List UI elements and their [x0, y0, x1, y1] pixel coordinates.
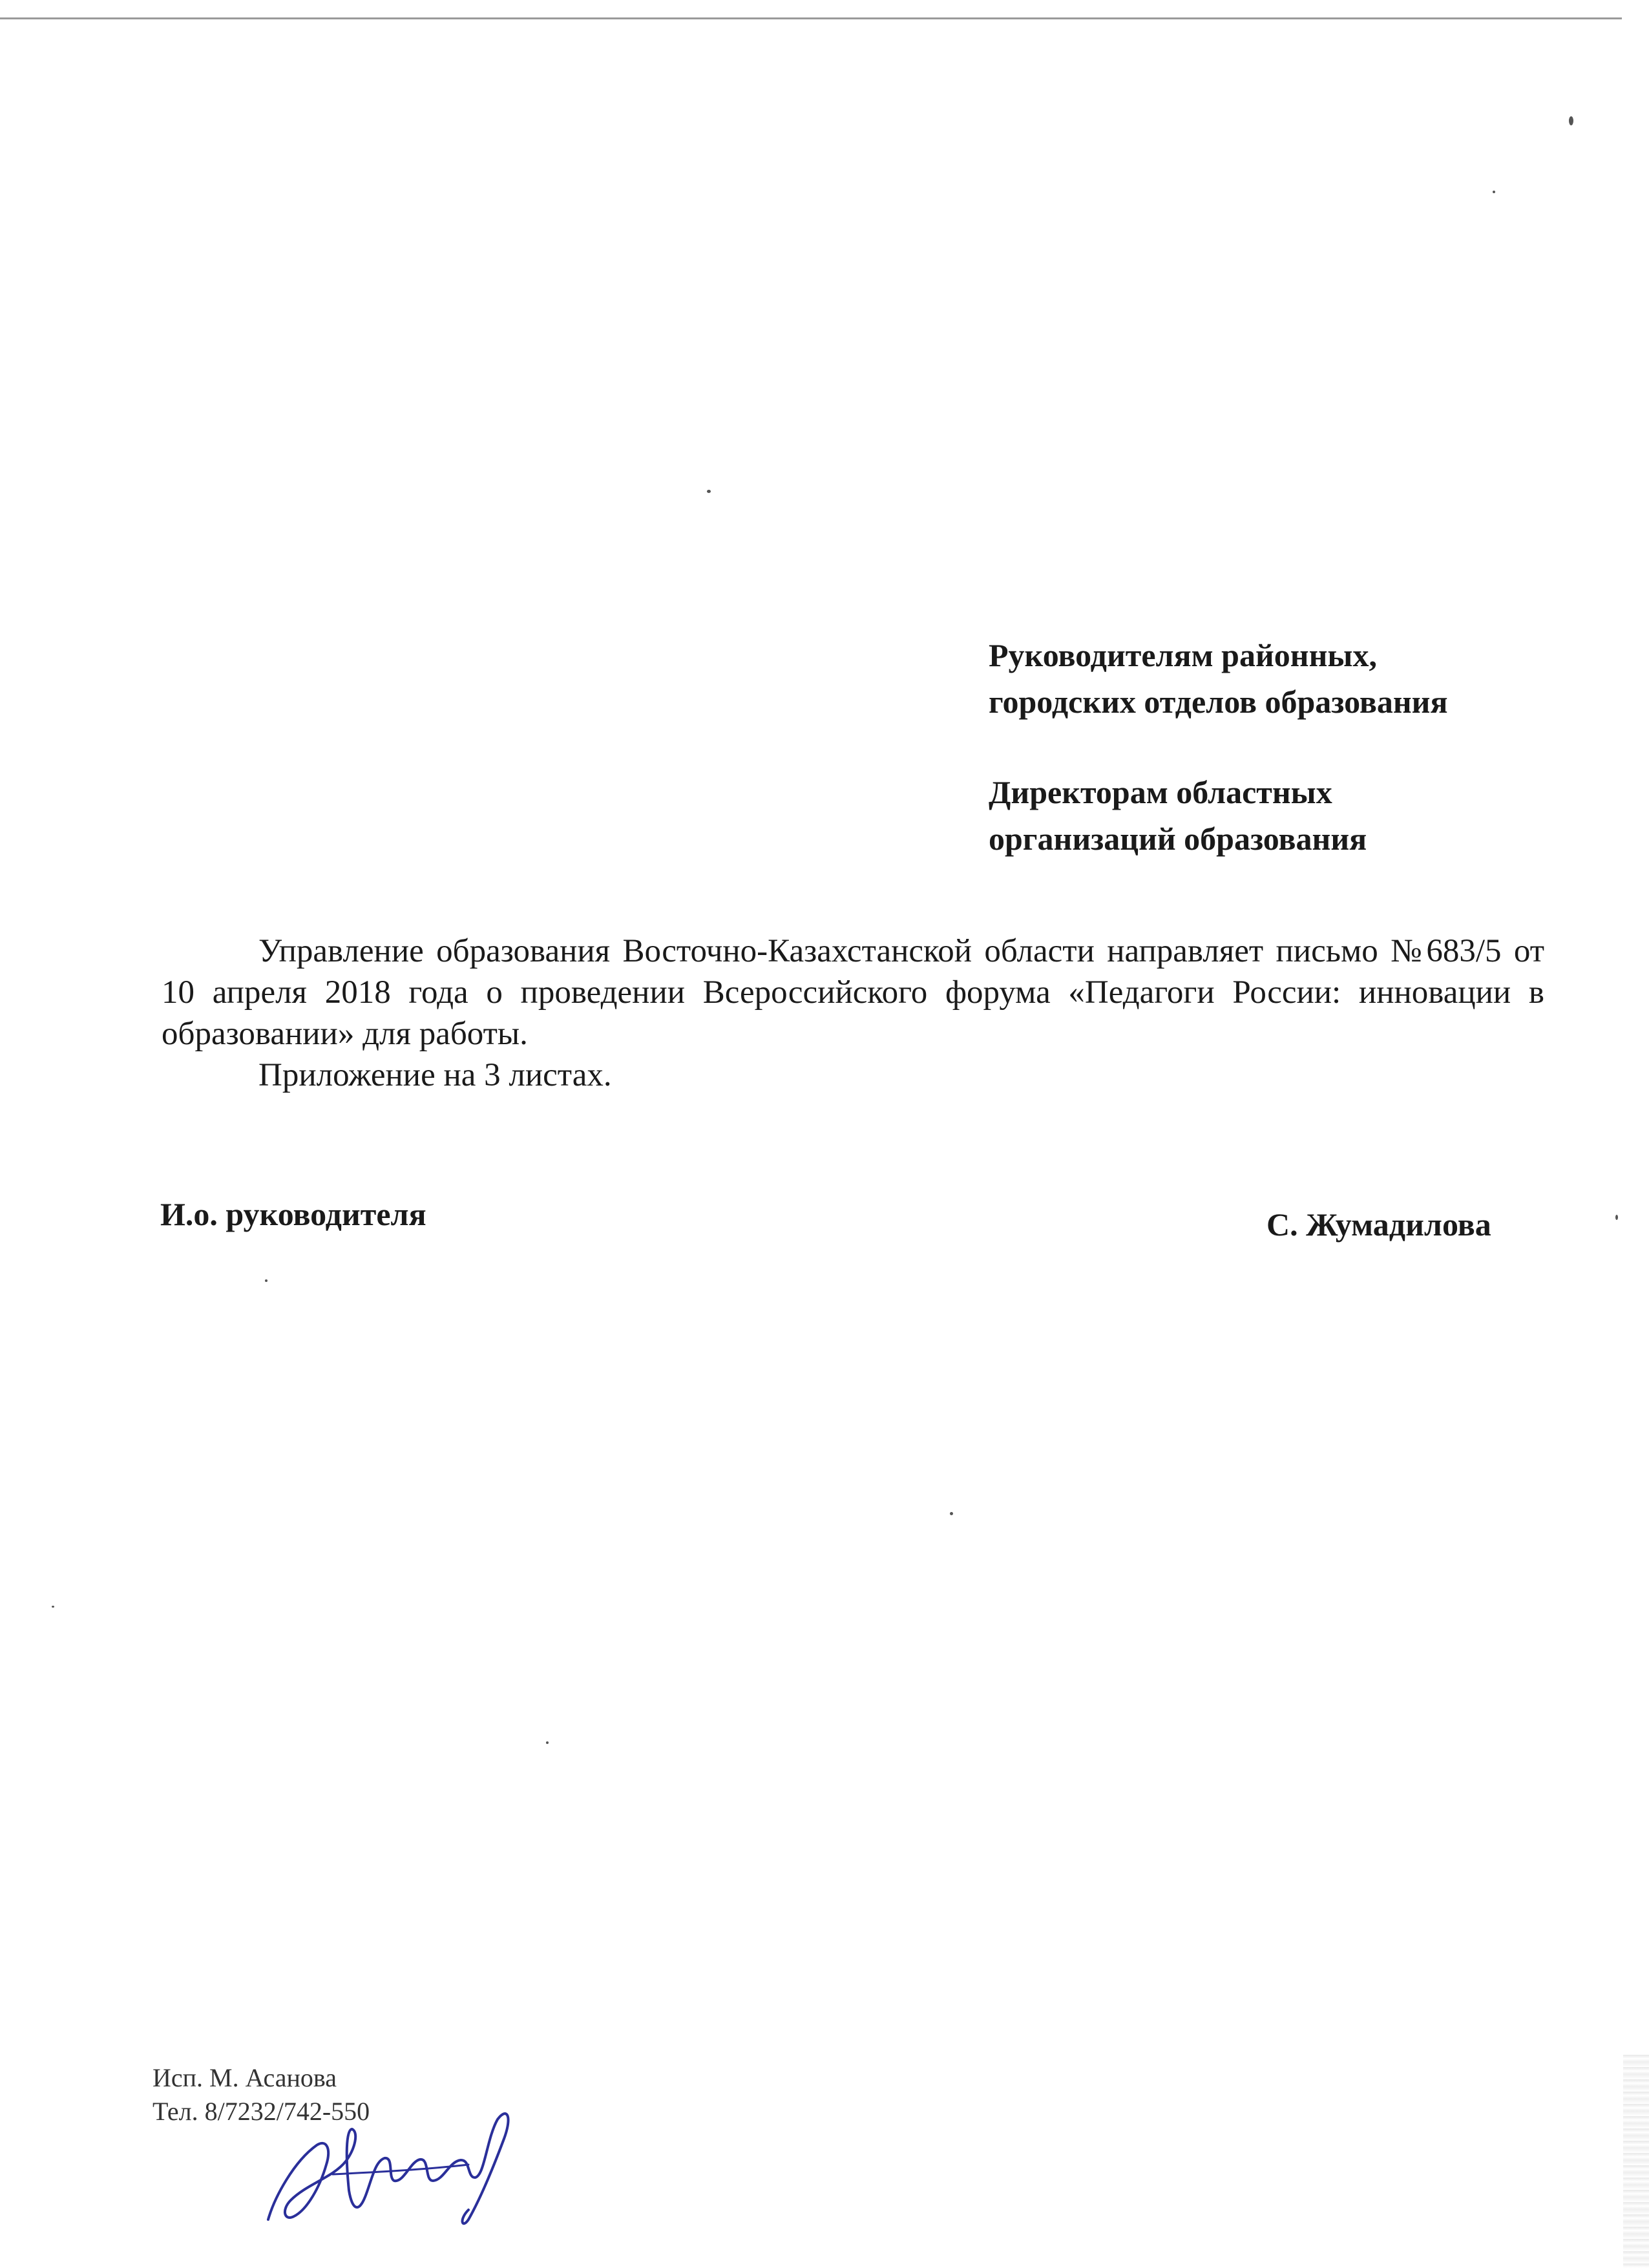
signer-title: И.о. руководителя	[160, 1196, 426, 1232]
scan-speck	[1493, 191, 1495, 193]
addressee-line: организаций образования	[989, 821, 1367, 857]
body-paragraph: Управление образования Восточно-Казахстанской области направляет письмо №683/5 от 10 апреля 2018 года о проведении Всероссийского форума «Педагоги России: инновации в образовании» для работы.	[162, 933, 1544, 1052]
addressee-block-district-heads	[989, 632, 1570, 725]
scan-speck	[265, 1279, 268, 1282]
signer-name: С. Жумадилова	[1266, 1206, 1491, 1243]
addressee-line: Директорам областных	[989, 774, 1332, 810]
addressee-line: Руководителям районных,	[989, 637, 1377, 673]
addressee-block-directors	[989, 769, 1570, 862]
executor-name: Исп. М. Асанова	[152, 2063, 337, 2092]
scan-speck	[707, 490, 711, 493]
scan-speck	[546, 1741, 549, 1744]
scan-speck	[1615, 1215, 1618, 1220]
scan-edge-noise	[1623, 2055, 1649, 2268]
top-scan-edge	[0, 17, 1622, 19]
addressee-line: городских отделов образования	[989, 684, 1448, 720]
appendix-note: Приложение на 3 листах.	[258, 1057, 612, 1093]
letter-body	[162, 930, 1544, 1096]
handwritten-signature	[255, 2100, 527, 2229]
scan-speck	[950, 1512, 953, 1515]
executor-phone: Тел. 8/7232/742-550	[152, 2097, 370, 2126]
scan-speck	[1569, 116, 1573, 125]
scan-speck	[52, 1606, 54, 1608]
